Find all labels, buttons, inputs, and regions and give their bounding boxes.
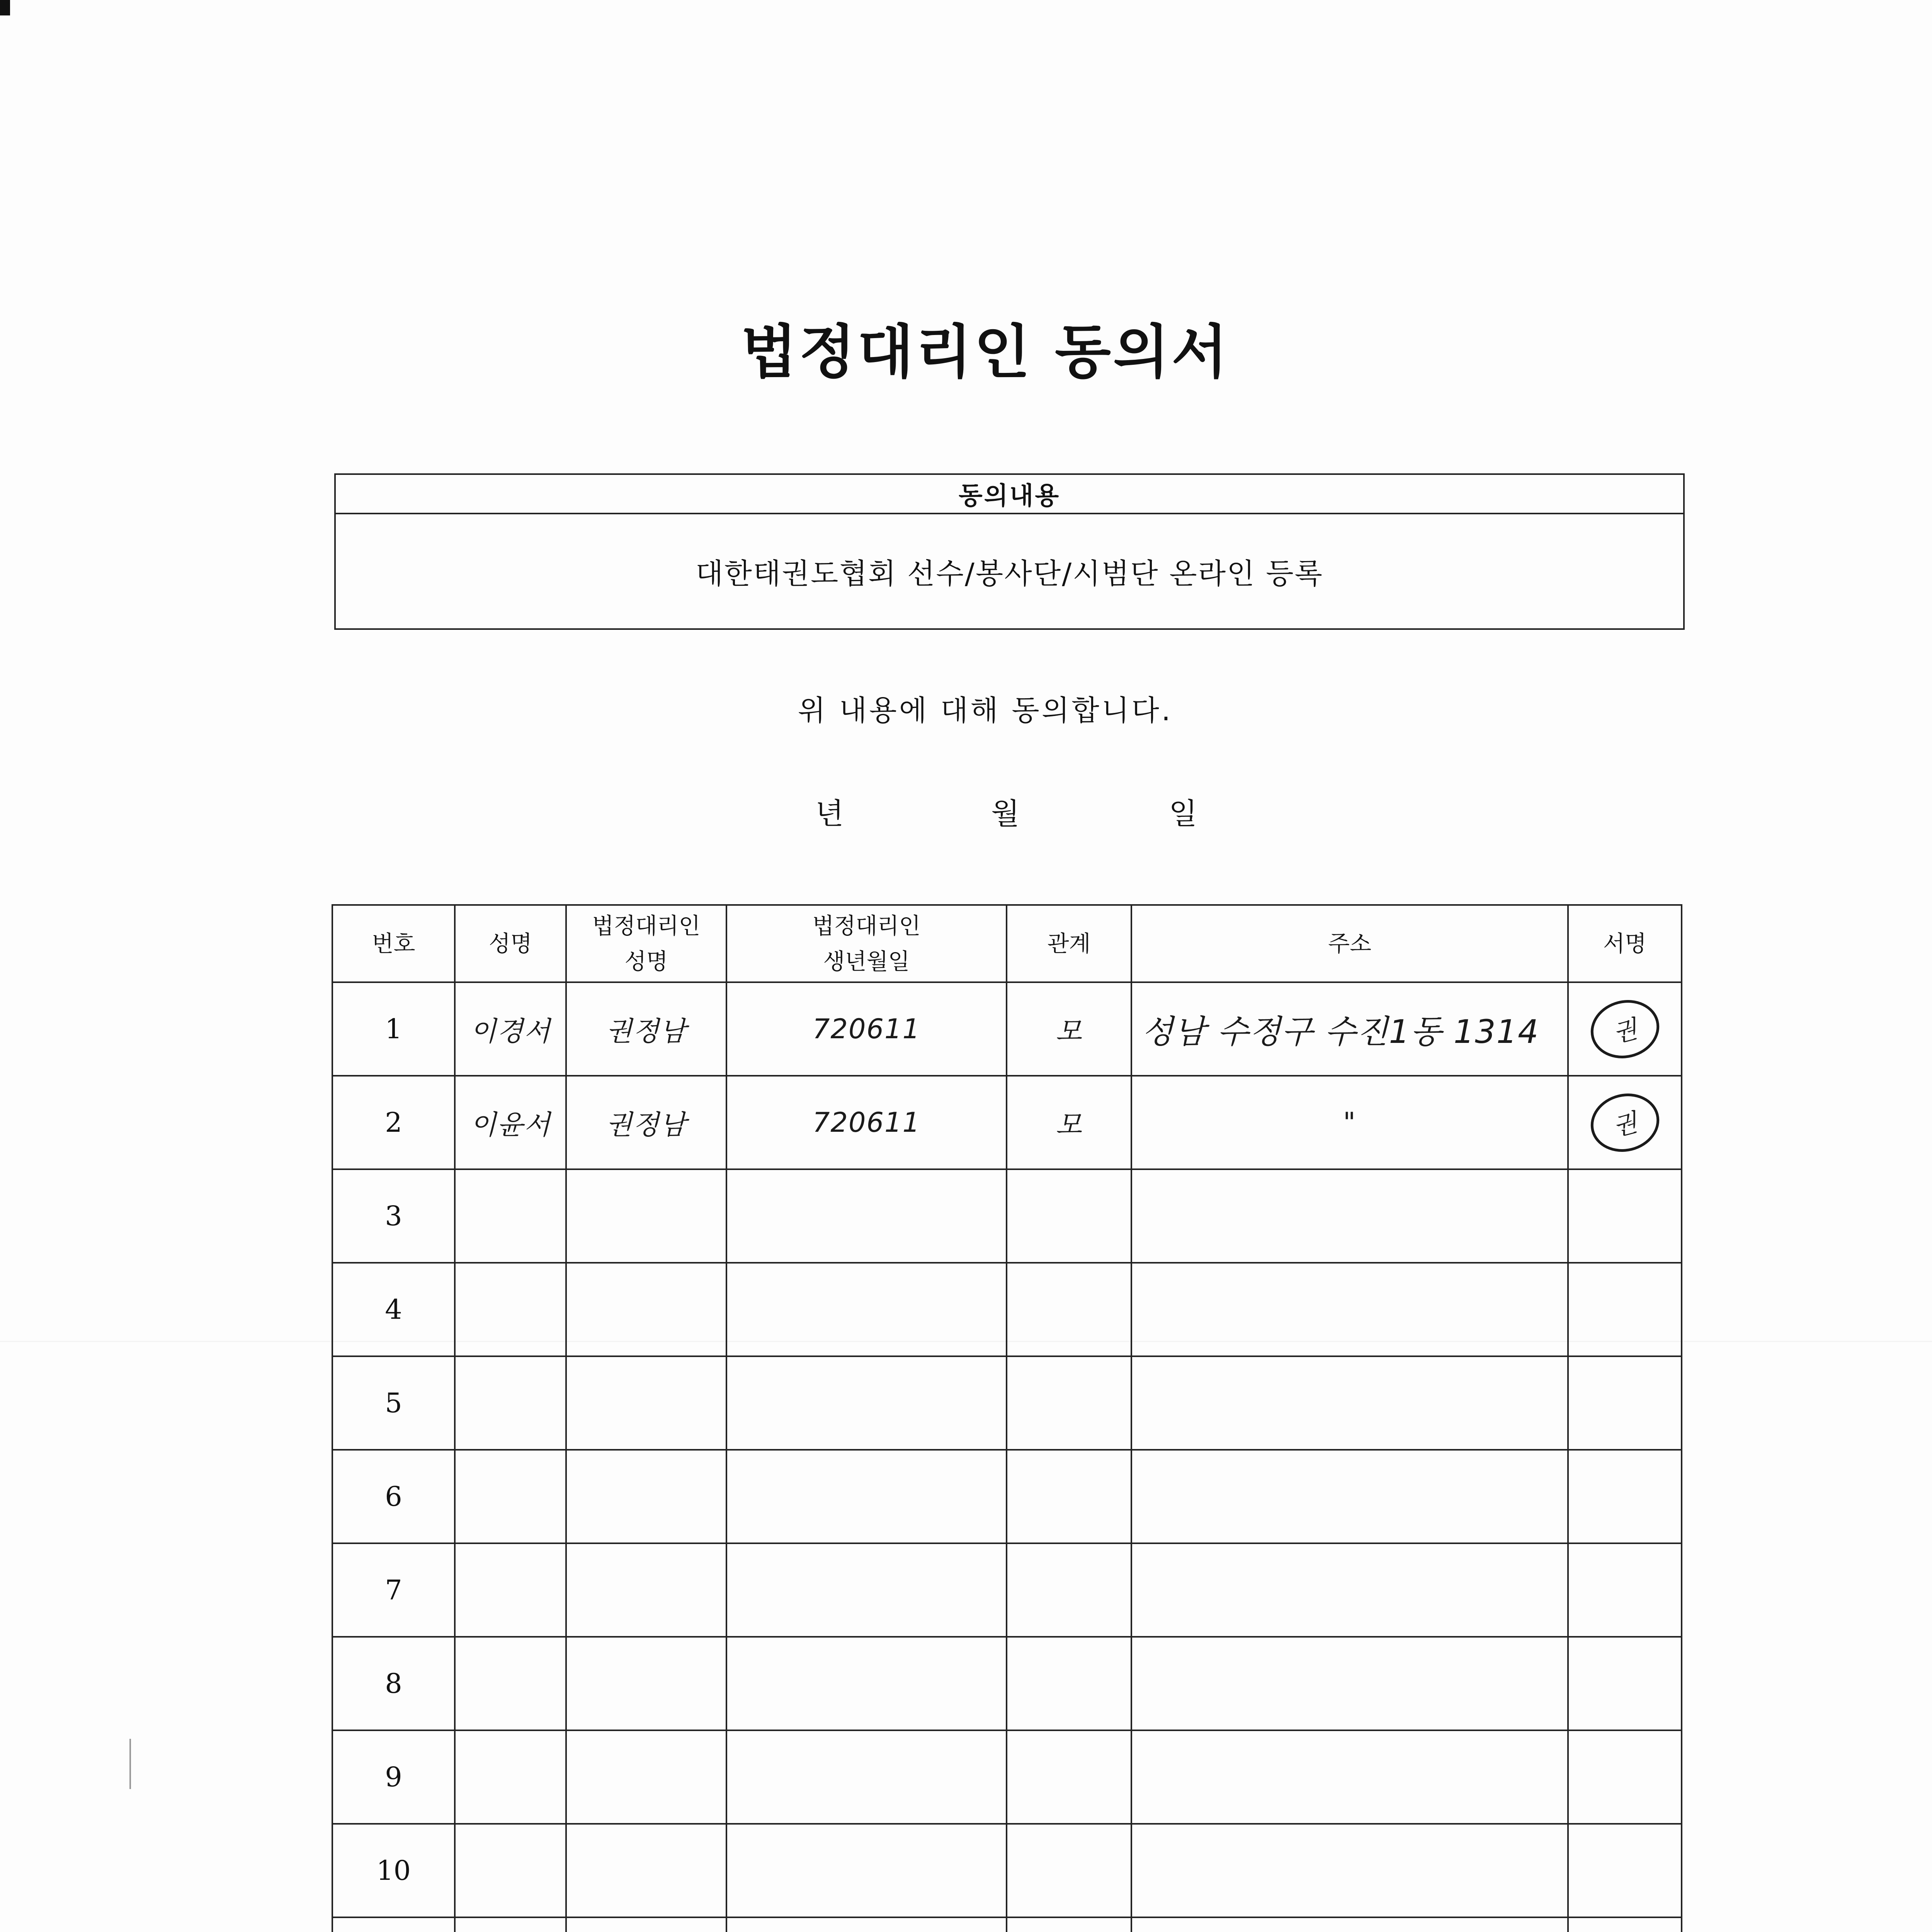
header-guardian-birth-line1: 법정대리인 bbox=[812, 913, 921, 939]
child-name-cell bbox=[455, 1824, 566, 1917]
header-guardian-name-line1: 법정대리인 bbox=[592, 913, 701, 939]
relation-cell bbox=[1007, 1637, 1131, 1730]
guardian-birth-cell: 720611 bbox=[726, 982, 1007, 1076]
scan-edge-mark bbox=[0, 0, 10, 15]
header-guardian-name-line2: 성명 bbox=[624, 948, 668, 975]
child-name-cell bbox=[455, 1730, 566, 1824]
child-name-cell bbox=[455, 1637, 566, 1730]
row-number: 5 bbox=[332, 1356, 455, 1450]
guardian-birth-cell bbox=[726, 1543, 1007, 1637]
guardian-birth-cell bbox=[726, 1637, 1007, 1730]
signature-cell bbox=[1568, 1730, 1682, 1824]
guardian-name-cell bbox=[566, 1263, 726, 1356]
signature-wrap bbox=[1569, 1000, 1681, 1058]
child-name-cell bbox=[455, 1450, 566, 1543]
signature-cell bbox=[1568, 1917, 1682, 1932]
guardian-birth-cell bbox=[726, 1450, 1007, 1543]
consent-content: 대한태권도협회 선수/봉사단/시범단 온라인 등록 bbox=[695, 557, 1324, 590]
table-row bbox=[332, 1450, 1682, 1543]
guardian-name-cell bbox=[566, 1917, 726, 1932]
signature-cell bbox=[1568, 1169, 1682, 1263]
guardian-birth-cell bbox=[726, 1356, 1007, 1450]
child-name-cell bbox=[455, 1169, 566, 1263]
guardian-name-cell bbox=[566, 1450, 726, 1543]
signature-cell bbox=[1568, 1637, 1682, 1730]
signature-cell bbox=[1568, 1450, 1682, 1543]
table-row bbox=[332, 1543, 1682, 1637]
row-number: 8 bbox=[332, 1637, 455, 1730]
table-row bbox=[332, 1169, 1682, 1263]
guardian-name-cell bbox=[566, 1824, 726, 1917]
guardian-name-cell bbox=[566, 1169, 726, 1263]
table-row bbox=[332, 1637, 1682, 1730]
header-guardian-birth-line2: 생년월일 bbox=[823, 948, 910, 975]
relation-cell bbox=[1007, 1917, 1131, 1932]
relation-cell bbox=[1007, 1169, 1131, 1263]
row-number bbox=[332, 1917, 455, 1932]
guardian-birth-cell bbox=[726, 1917, 1007, 1932]
address-cell bbox=[1131, 1356, 1568, 1450]
header-guardian-birth bbox=[726, 905, 1007, 982]
table-row bbox=[332, 1824, 1682, 1917]
table-row bbox=[332, 1263, 1682, 1356]
table-header-row bbox=[332, 905, 1682, 982]
guardian-birth-cell: 720611 bbox=[726, 1076, 1007, 1169]
address-cell: 성남 수정구 수진1동 1314 bbox=[1131, 982, 1568, 1076]
signature-cell bbox=[1568, 1824, 1682, 1917]
consent-box bbox=[334, 473, 1685, 630]
address-cell bbox=[1131, 1730, 1568, 1824]
guardian-name-cell bbox=[566, 1356, 726, 1450]
row-number: 10 bbox=[332, 1824, 455, 1917]
guardian-birth-cell bbox=[726, 1824, 1007, 1917]
header-signature: 서명 bbox=[1568, 905, 1682, 982]
header-guardian-name bbox=[566, 905, 726, 982]
relation-cell bbox=[1007, 1824, 1131, 1917]
row-number: 6 bbox=[332, 1450, 455, 1543]
row-number: 7 bbox=[332, 1543, 455, 1637]
guardian-birth-cell bbox=[726, 1169, 1007, 1263]
child-name-cell bbox=[455, 1356, 566, 1450]
child-name-cell bbox=[455, 1917, 566, 1932]
child-name-cell bbox=[455, 1263, 566, 1356]
guardian-name-cell: 권정남 bbox=[566, 982, 726, 1076]
signature-cell bbox=[1568, 1263, 1682, 1356]
header-name: 성명 bbox=[455, 905, 566, 982]
guardian-name-cell: 권정남 bbox=[566, 1076, 726, 1169]
header-address: 주소 bbox=[1131, 905, 1568, 982]
row-number: 2 bbox=[332, 1076, 455, 1169]
relation-cell bbox=[1007, 1450, 1131, 1543]
address-cell bbox=[1131, 1824, 1568, 1917]
child-name-cell bbox=[455, 1543, 566, 1637]
agreement-statement: 위 내용에 대해 동의합니다. bbox=[798, 694, 1173, 727]
address-cell: " bbox=[1131, 1076, 1568, 1169]
table-body bbox=[332, 982, 1682, 1932]
stray-mark bbox=[129, 1739, 131, 1789]
address-cell bbox=[1131, 1450, 1568, 1543]
date-month-label: 월 bbox=[991, 796, 1020, 831]
signature-mark: 권 bbox=[1584, 1086, 1665, 1159]
signature-cell bbox=[1568, 1543, 1682, 1637]
child-name-cell: 이경서 bbox=[455, 982, 566, 1076]
header-number: 번호 bbox=[332, 905, 455, 982]
guardian-name-cell bbox=[566, 1543, 726, 1637]
document-title: 법정대리인 동의서 bbox=[741, 319, 1230, 386]
signature-cell bbox=[1568, 1076, 1682, 1169]
relation-cell bbox=[1007, 1356, 1131, 1450]
signature-cell bbox=[1568, 1356, 1682, 1450]
table-row bbox=[332, 1730, 1682, 1824]
relation-cell: 모 bbox=[1007, 1076, 1131, 1169]
guardian-name-cell bbox=[566, 1730, 726, 1824]
relation-cell bbox=[1007, 1263, 1131, 1356]
table-row bbox=[332, 1356, 1682, 1450]
relation-cell bbox=[1007, 1543, 1131, 1637]
consent-heading: 동의내용 bbox=[336, 475, 1683, 514]
guardian-birth-cell bbox=[726, 1730, 1007, 1824]
guardian-name-cell bbox=[566, 1637, 726, 1730]
row-number: 9 bbox=[332, 1730, 455, 1824]
signature-wrap bbox=[1569, 1094, 1681, 1151]
row-number: 3 bbox=[332, 1169, 455, 1263]
address-cell bbox=[1131, 1169, 1568, 1263]
address-cell bbox=[1131, 1917, 1568, 1932]
guardian-birth-cell bbox=[726, 1263, 1007, 1356]
address-cell bbox=[1131, 1543, 1568, 1637]
relation-cell bbox=[1007, 1730, 1131, 1824]
row-number: 1 bbox=[332, 982, 455, 1076]
guardian-consent-table bbox=[332, 904, 1682, 1932]
relation-cell: 모 bbox=[1007, 982, 1131, 1076]
child-name-cell: 이윤서 bbox=[455, 1076, 566, 1169]
date-day-label: 일 bbox=[1169, 796, 1197, 831]
signature-mark: 권 bbox=[1584, 993, 1665, 1065]
address-cell bbox=[1131, 1637, 1568, 1730]
row-number: 4 bbox=[332, 1263, 455, 1356]
table-row bbox=[332, 1076, 1682, 1169]
date-year-label: 년 bbox=[815, 796, 844, 831]
table-row bbox=[332, 1917, 1682, 1932]
signature-cell bbox=[1568, 982, 1682, 1076]
table-row bbox=[332, 982, 1682, 1076]
address-cell bbox=[1131, 1263, 1568, 1356]
header-relation: 관계 bbox=[1007, 905, 1131, 982]
